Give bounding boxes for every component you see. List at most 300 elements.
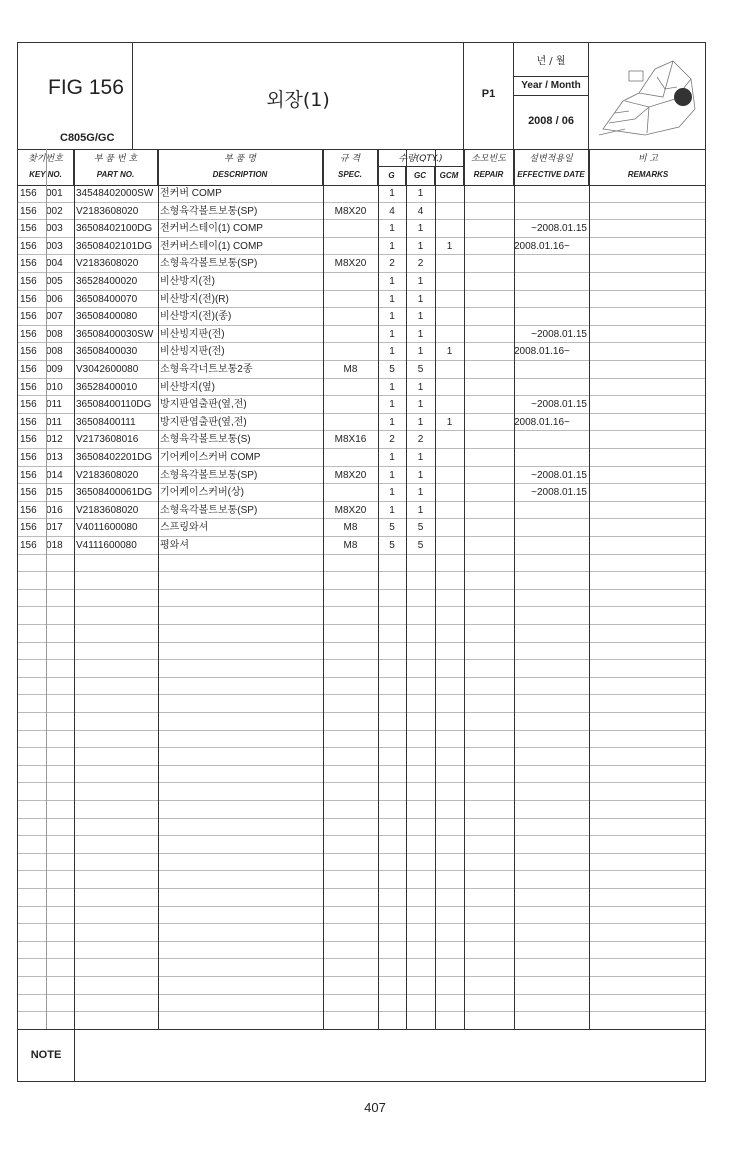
empty-row (18, 977, 705, 995)
cell-key: 006 (46, 293, 63, 305)
empty-row (18, 766, 705, 784)
empty-row (18, 748, 705, 766)
cell-rem (589, 467, 707, 484)
col-spec-en: SPEC. (337, 170, 362, 179)
cell-fig: 156 (20, 276, 37, 287)
column-divider (464, 149, 465, 1029)
page-code: P1 (481, 88, 496, 100)
column-divider (158, 149, 159, 1029)
cell-repair (464, 308, 514, 325)
cell-fig: 156 (20, 540, 37, 551)
cell-gc: 1 (417, 469, 424, 481)
cell-key: 013 (46, 452, 63, 463)
empty-row (18, 907, 705, 925)
cell-gcm (435, 291, 464, 308)
cell-gc: 1 (417, 487, 424, 499)
cell-eff (514, 255, 589, 272)
cell-part: V4111600080 (76, 540, 137, 551)
cell-fig: 156 (20, 293, 37, 305)
cell-part: V4011600080 (76, 522, 138, 534)
cell-gc: 1 (417, 240, 424, 252)
cell-fig: 156 (20, 434, 37, 446)
cell-rem (589, 431, 707, 448)
cell-g: 1 (389, 223, 395, 235)
cell-fig: 156 (20, 399, 37, 411)
cell-part: 34548402000SW (76, 188, 154, 199)
column-divider (406, 149, 407, 1029)
cell-desc: 소형육각볼트보통(S) (160, 434, 251, 446)
table-row (18, 203, 705, 221)
cell-gcm (435, 308, 464, 325)
cell-key: 011 (46, 399, 62, 411)
cell-gc: 5 (417, 540, 424, 551)
cell-rem (589, 414, 707, 431)
cell-desc: 비산방지(전)(R) (160, 293, 229, 305)
cell-part: V2173608016 (76, 434, 139, 446)
cell-rem (589, 326, 707, 343)
cell-fig: 156 (20, 223, 37, 235)
cell-key: 017 (46, 522, 63, 534)
col-key-ko: 찾기번호 (28, 154, 63, 164)
cell-g: 5 (389, 540, 395, 551)
cell-desc: 소형육각볼트보통(SP) (160, 469, 258, 481)
col-qty-ko: 수량(QTY.) (398, 154, 443, 164)
parts-list-sheet (17, 42, 706, 1082)
empty-row (18, 731, 705, 749)
empty-row (18, 889, 705, 907)
cell-g: 1 (389, 469, 395, 481)
col-desc (158, 149, 323, 185)
cell-eff (514, 449, 589, 466)
col-desc-en: DESCRIPTION (212, 170, 268, 179)
cell-g: 2 (389, 258, 395, 270)
table-row (18, 255, 705, 273)
cell-part: 36508400111 (76, 416, 136, 428)
table-row (18, 396, 705, 414)
table-row (18, 502, 705, 520)
col-desc-ko: 부 품 명 (224, 154, 256, 164)
cell-desc: 방지판엽출판(옆,전) (160, 416, 247, 428)
cell-spec (323, 343, 378, 360)
cell-g: 1 (389, 346, 395, 358)
col-repair-ko: 소모빈도 (471, 154, 506, 164)
empty-row (18, 854, 705, 872)
col-effective-ko: 설변적용일 (529, 154, 573, 164)
empty-row (18, 871, 705, 889)
cell-spec: M8X16 (334, 434, 367, 446)
col-key-en: KEY NO. (29, 170, 62, 179)
cell-eff (514, 185, 589, 202)
cell-eff: 2008.01.16~ (514, 240, 570, 252)
cell-gcm (435, 361, 464, 378)
cell-gc: 1 (417, 293, 424, 305)
cell-rem (589, 273, 707, 290)
column-divider (378, 149, 379, 1029)
col-spec (323, 149, 378, 185)
col-effective (514, 149, 589, 185)
empty-row (18, 713, 705, 731)
cell-desc: 비산빙지판(전) (160, 328, 225, 340)
cell-desc: 비산빙지판(전) (160, 346, 225, 358)
cell-g: 1 (389, 452, 395, 463)
col-spec-ko: 규 격 (339, 154, 361, 164)
cell-repair (464, 203, 514, 220)
cell-rem (589, 502, 707, 519)
cell-desc: 소형육각너트보통2종 (160, 364, 253, 375)
col-qty-gcm: GCM (435, 166, 464, 185)
cell-gcm (435, 255, 464, 272)
empty-row (18, 572, 705, 590)
cell-repair (464, 273, 514, 290)
cell-rem (589, 343, 707, 360)
empty-row (18, 819, 705, 837)
cell-eff (514, 379, 589, 396)
cell-spec: M8X20 (334, 205, 367, 217)
cell-fig: 156 (20, 487, 37, 499)
cell-eff (514, 308, 589, 325)
empty-row (18, 783, 705, 801)
cell-fig: 156 (20, 469, 37, 481)
cell-gc: 1 (417, 399, 424, 411)
cell-part: 36528400010 (76, 381, 138, 393)
cell-gcm (435, 431, 464, 448)
cell-key: 005 (46, 276, 63, 287)
header (18, 43, 705, 150)
cell-desc: 소형육각볼트보통(SP) (160, 504, 258, 516)
cell-repair (464, 467, 514, 484)
table-row (18, 291, 705, 309)
cell-g: 1 (389, 311, 395, 323)
cell-key: 001 (46, 188, 63, 199)
cell-part: 36508400070 (76, 293, 138, 305)
cell-gcm (435, 484, 464, 501)
page-number: 407 (364, 1100, 386, 1115)
empty-row (18, 590, 705, 608)
cell-eff: ~2008.01.15 (531, 469, 587, 481)
cell-part: 36508400061DG (76, 487, 153, 499)
cell-gc: 1 (417, 328, 424, 340)
empty-row (18, 924, 705, 942)
empty-row (18, 660, 705, 678)
cell-g: 1 (389, 399, 395, 411)
table-row (18, 308, 705, 326)
cell-rem (589, 238, 707, 255)
cell-g: 1 (389, 276, 395, 287)
cell-spec (323, 308, 378, 325)
cell-desc: 소형육각볼트보통(SP) (160, 258, 258, 270)
cell-gcm: 1 (446, 346, 453, 358)
cell-key: 016 (46, 504, 63, 516)
cell-gcm (435, 537, 464, 554)
cell-desc: 비산방지(옆) (160, 381, 215, 393)
cell-rem (589, 449, 707, 466)
empty-row (18, 607, 705, 625)
cell-gcm (435, 273, 464, 290)
cell-repair (464, 537, 514, 554)
year-month-cell (514, 43, 589, 149)
cell-g: 1 (389, 487, 395, 499)
cell-desc: 방지판엽출판(옆,전) (160, 399, 247, 411)
cell-key: 003 (46, 240, 63, 252)
cell-desc: 비산방지(전) (160, 276, 215, 287)
empty-row (18, 643, 705, 661)
cell-gcm (435, 220, 464, 237)
cell-eff: ~2008.01.15 (531, 328, 587, 340)
empty-row (18, 625, 705, 643)
cell-spec: M8X20 (334, 469, 367, 481)
note-label: NOTE (18, 1030, 75, 1082)
cell-gc: 1 (417, 346, 424, 358)
cell-part: 36508400030 (76, 346, 138, 358)
empty-row (18, 678, 705, 696)
model-name: C805G/GC (60, 132, 115, 144)
cell-repair (464, 414, 514, 431)
cell-g: 5 (389, 364, 395, 375)
page-title: 외장(1) (266, 89, 330, 111)
note-section (18, 1029, 705, 1082)
cell-g: 1 (389, 416, 395, 428)
cell-rem (589, 396, 707, 413)
cell-g: 1 (389, 188, 395, 199)
cell-part: 36508402201DG (76, 452, 153, 463)
cell-repair (464, 238, 514, 255)
table-row (18, 343, 705, 361)
cell-desc: 전커버스테이(1) COMP (160, 240, 263, 252)
cell-rem (589, 519, 707, 536)
cell-fig: 156 (20, 416, 37, 428)
cell-gc: 1 (417, 452, 424, 463)
cell-part: 36508402100DG (76, 223, 153, 235)
cell-spec (323, 414, 378, 431)
cell-g: 1 (389, 240, 395, 252)
year-month-label-ko: 년 / 월 (536, 56, 566, 67)
cell-g: 5 (389, 522, 395, 534)
cell-part: V3042600080 (76, 364, 139, 375)
column-divider (323, 149, 324, 1029)
col-part-ko: 부 품 번 호 (93, 154, 138, 164)
cell-repair (464, 185, 514, 202)
col-repair (464, 149, 514, 185)
cell-spec (323, 379, 378, 396)
cell-gcm (435, 467, 464, 484)
cell-gc: 5 (417, 522, 424, 534)
cell-rem (589, 379, 707, 396)
cell-gcm (435, 379, 464, 396)
column-divider (514, 149, 515, 1029)
title-cell (133, 43, 464, 149)
cell-eff: ~2008.01.15 (531, 487, 587, 499)
cell-key: 014 (46, 469, 63, 481)
cell-part: 36508400030SW (76, 328, 154, 340)
cell-desc: 평와셔 (160, 540, 189, 551)
cell-rem (589, 361, 707, 378)
cell-gcm: 1 (446, 416, 453, 428)
cell-spec: M8X20 (334, 504, 367, 516)
machine-illustration-icon (595, 49, 701, 143)
table-row (18, 537, 705, 555)
empty-row (18, 555, 705, 573)
cell-fig: 156 (20, 328, 37, 340)
cell-spec (323, 326, 378, 343)
cell-spec (323, 396, 378, 413)
cell-spec (323, 291, 378, 308)
cell-desc: 전커버스테이(1) COMP (160, 223, 263, 235)
thumbnail-cell (589, 43, 707, 149)
fig-number: FIG 156 (48, 76, 124, 99)
empty-row (18, 1012, 705, 1030)
cell-eff (514, 431, 589, 448)
cell-fig: 156 (20, 522, 37, 534)
cell-g: 1 (389, 504, 395, 516)
cell-gcm (435, 502, 464, 519)
cell-rem (589, 185, 707, 202)
cell-desc: 기어케이스커버 COMP (160, 452, 261, 463)
cell-gc: 5 (417, 364, 424, 375)
cell-fig: 156 (20, 452, 37, 463)
cell-repair (464, 379, 514, 396)
cell-rem (589, 308, 707, 325)
cell-spec (323, 449, 378, 466)
cell-gcm: 1 (446, 240, 453, 252)
cell-eff: 2008.01.16~ (514, 346, 570, 358)
column-divider (589, 149, 590, 1029)
cell-fig: 156 (20, 205, 37, 217)
cell-g: 1 (389, 381, 395, 393)
cell-fig: 156 (20, 188, 37, 199)
cell-spec (323, 273, 378, 290)
cell-repair (464, 396, 514, 413)
cell-rem (589, 255, 707, 272)
cell-fig: 156 (20, 364, 37, 375)
col-part-en: PART NO. (96, 170, 135, 179)
cell-repair (464, 220, 514, 237)
col-qty-g: G (378, 166, 406, 185)
cell-rem (589, 484, 707, 501)
cell-key: 008 (46, 328, 63, 340)
cell-gc: 2 (417, 258, 424, 270)
table-row (18, 519, 705, 537)
cell-fig: 156 (20, 258, 37, 270)
cell-rem (589, 220, 707, 237)
cell-eff (514, 519, 589, 536)
cell-repair (464, 326, 514, 343)
cell-g: 2 (389, 434, 395, 446)
cell-part: V2183608020 (76, 205, 139, 217)
page-code-cell (464, 43, 514, 149)
col-remarks-en: REMARKS (627, 170, 669, 179)
cell-desc: 소형육각볼트보통(SP) (160, 205, 258, 217)
table-row (18, 361, 705, 379)
cell-spec: M8 (343, 364, 358, 375)
cell-eff (514, 537, 589, 554)
cell-gc: 1 (417, 504, 424, 516)
cell-repair (464, 484, 514, 501)
cell-spec (323, 484, 378, 501)
table-row (18, 449, 705, 467)
cell-desc: 전커버 COMP (160, 188, 222, 199)
empty-row (18, 836, 705, 854)
table-row (18, 220, 705, 238)
cell-spec: M8 (343, 540, 358, 551)
cell-gc: 4 (417, 205, 424, 217)
cell-part: 36508400080 (76, 311, 138, 323)
empty-row (18, 942, 705, 960)
cell-rem (589, 537, 707, 554)
cell-key: 011 (46, 416, 62, 428)
cell-spec: M8X20 (334, 258, 367, 270)
cell-fig: 156 (20, 240, 37, 252)
cell-gcm (435, 326, 464, 343)
col-remarks (589, 149, 707, 185)
cell-gcm (435, 449, 464, 466)
table-row (18, 185, 705, 203)
cell-eff: 2008.01.16~ (514, 416, 570, 428)
cell-repair (464, 361, 514, 378)
column-divider (74, 149, 75, 1029)
cell-fig: 156 (20, 504, 37, 516)
cell-g: 4 (389, 205, 395, 217)
cell-key: 018 (46, 540, 63, 551)
cell-key: 002 (46, 205, 63, 217)
cell-repair (464, 291, 514, 308)
table-row (18, 414, 705, 432)
cell-repair (464, 519, 514, 536)
cell-repair (464, 431, 514, 448)
cell-repair (464, 502, 514, 519)
col-part (74, 149, 158, 185)
cell-part: 36528400020 (76, 276, 138, 287)
cell-eff (514, 291, 589, 308)
col-remarks-ko: 비 고 (637, 154, 659, 164)
cell-fig: 156 (20, 311, 37, 323)
table-row (18, 379, 705, 397)
cell-repair (464, 255, 514, 272)
cell-key: 004 (46, 258, 63, 270)
cell-part: 36508400110DG (76, 399, 152, 411)
cell-key: 015 (46, 487, 63, 499)
table-row (18, 238, 705, 256)
cell-gcm (435, 396, 464, 413)
cell-spec (323, 220, 378, 237)
cell-key: 009 (46, 364, 63, 375)
table-row (18, 467, 705, 485)
cell-eff: ~2008.01.15 (531, 223, 587, 235)
column-divider (46, 149, 47, 1029)
cell-desc: 비산방지(전)(종) (160, 311, 232, 323)
cell-rem (589, 291, 707, 308)
cell-eff: ~2008.01.15 (531, 399, 587, 411)
cell-gcm (435, 519, 464, 536)
empty-row (18, 995, 705, 1013)
cell-gcm (435, 185, 464, 202)
empty-row (18, 801, 705, 819)
cell-spec: M8 (343, 522, 358, 534)
cell-eff (514, 203, 589, 220)
empty-row (18, 959, 705, 977)
cell-gc: 1 (417, 416, 424, 428)
cell-part: V2183608020 (76, 258, 139, 270)
cell-eff (514, 502, 589, 519)
col-qty-gc: GC (406, 166, 435, 185)
cell-spec (323, 185, 378, 202)
cell-key: 010 (46, 381, 63, 393)
cell-eff (514, 361, 589, 378)
cell-gc: 2 (417, 434, 424, 446)
cell-desc: 기어케이스커버(상) (160, 487, 244, 499)
cell-gcm (435, 203, 464, 220)
cell-gc: 1 (417, 381, 424, 393)
cell-part: 36508402101DG (76, 240, 153, 252)
